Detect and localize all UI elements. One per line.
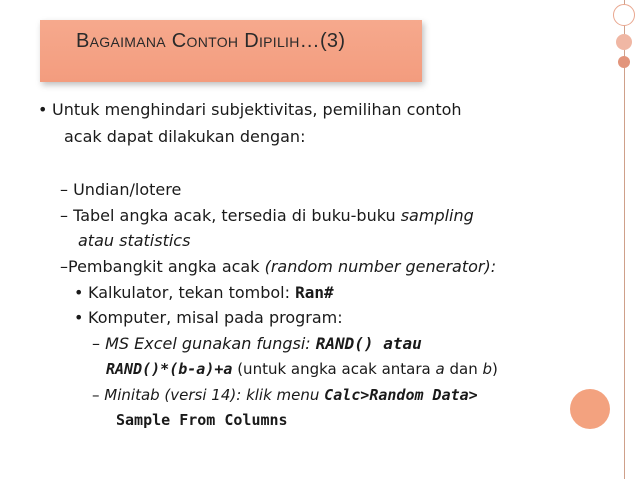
- dash: –: [92, 386, 100, 404]
- minitab-text: Minitab (versi 14): klik menu: [104, 386, 325, 404]
- item-text-italic: (random number generator):: [264, 257, 497, 276]
- item-text: Pembangkit angka acak: [68, 257, 265, 276]
- intro-line-1: [38, 100, 462, 120]
- excel-note: (untuk angka acak antara: [232, 360, 436, 378]
- intro-line-2: acak dapat dilakukan dengan:: [64, 127, 306, 146]
- excel-text: MS Excel gunakan fungsi:: [105, 334, 316, 353]
- excel-formula: RAND()*(b-a)+a: [106, 360, 233, 378]
- list-item-pembangkit: [60, 257, 496, 277]
- decorative-circle-light: [616, 34, 632, 50]
- sub-sub-item-excel: [92, 334, 422, 354]
- dash: –: [60, 180, 68, 199]
- dash: –: [60, 206, 68, 225]
- var-a: a: [435, 360, 445, 378]
- item-text: Tabel angka acak, tersedia di buku-buku: [73, 206, 401, 225]
- dash: –: [92, 334, 100, 353]
- excel-func: RAND() atau: [315, 334, 422, 353]
- bullet: •: [38, 100, 48, 119]
- sub-text: Kalkulator, tekan tombol:: [88, 283, 296, 302]
- item-text-italic: sampling: [400, 206, 474, 225]
- list-item-tabel: [60, 206, 474, 226]
- bullet: •: [74, 308, 84, 327]
- sub-item-kalkulator: [74, 283, 334, 303]
- slide-title: Bagaimana Contoh Dipilih…(3): [76, 30, 346, 52]
- excel-note-dan: dan: [444, 360, 483, 378]
- minitab-menu: Calc>Random Data>: [324, 386, 478, 404]
- key-ran: Ran#: [295, 283, 334, 302]
- item-text: Undian/lotere: [73, 180, 182, 199]
- sub-text: Komputer, misal pada program:: [88, 308, 343, 327]
- bullet: •: [74, 283, 84, 302]
- decorative-vertical-line: [624, 0, 625, 479]
- sub-item-komputer: [74, 308, 343, 328]
- excel-note-close: ): [492, 360, 498, 378]
- list-item-tabel-cont: atau statistics: [78, 231, 191, 250]
- list-item-undian: [60, 180, 181, 200]
- decorative-circle-dark: [618, 56, 630, 68]
- decorative-circle-large: [570, 389, 610, 429]
- dash: –: [60, 257, 68, 276]
- excel-formula-line: [106, 359, 498, 379]
- decorative-circle-outline: [613, 4, 635, 26]
- intro-text-1: Untuk menghindari subjektivitas, pemilihan contoh: [52, 100, 462, 119]
- minitab-menu-cont: Sample From Columns: [116, 411, 288, 429]
- sub-sub-item-minitab: [92, 385, 478, 405]
- var-b: b: [482, 360, 493, 378]
